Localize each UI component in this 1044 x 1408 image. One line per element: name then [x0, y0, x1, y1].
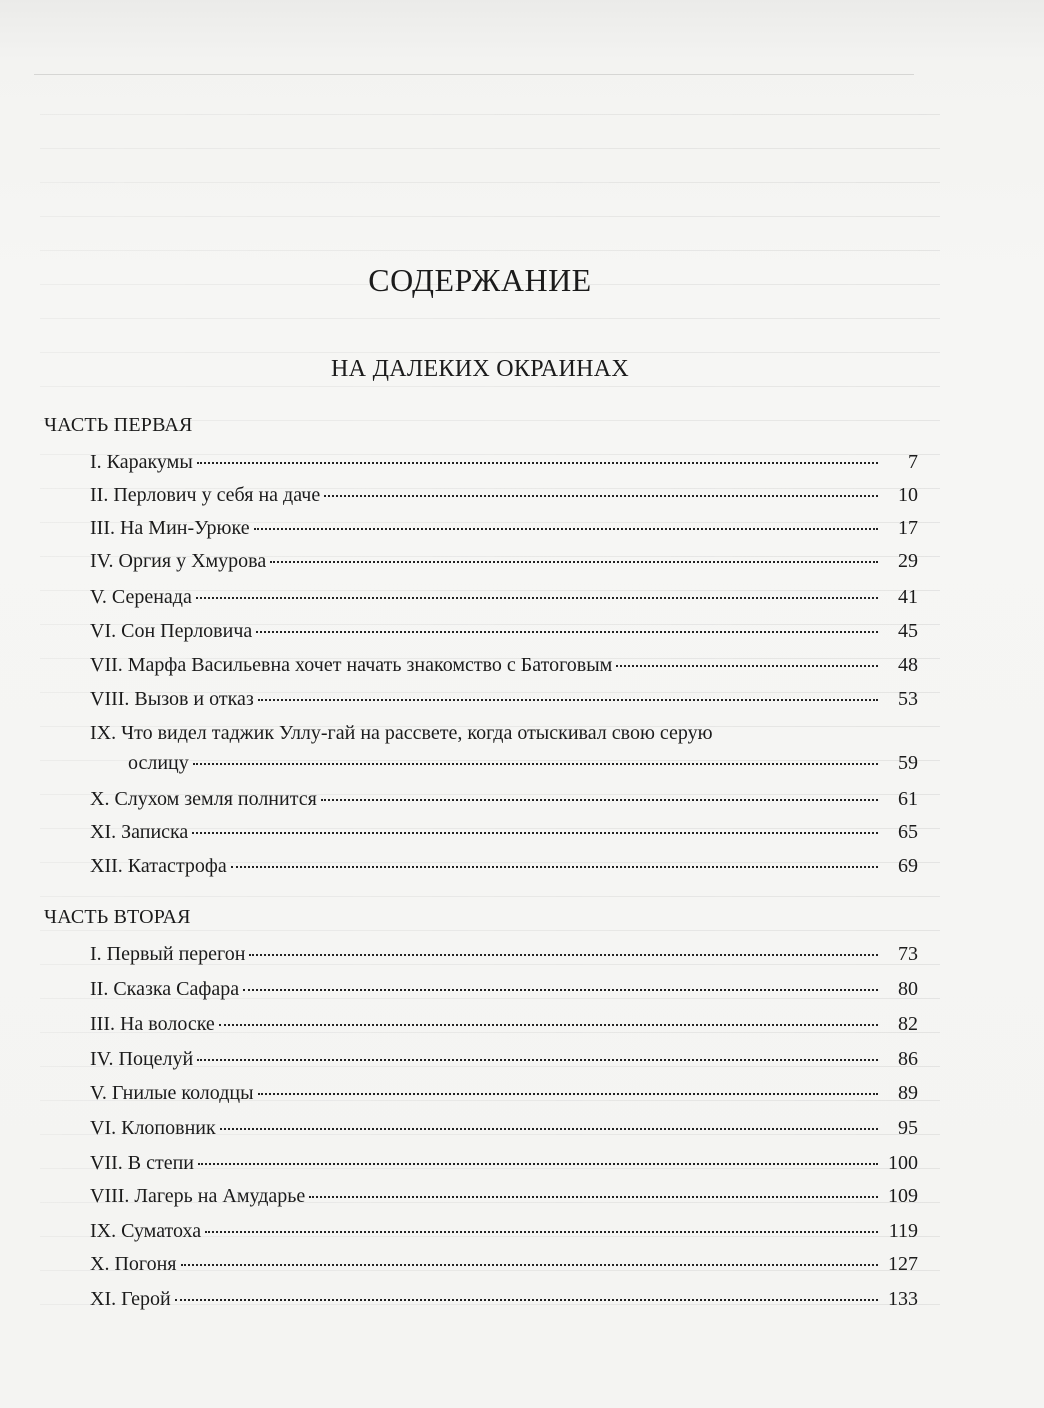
toc-entry-title: X. Погоня — [90, 1253, 177, 1275]
dot-leader — [220, 1128, 878, 1130]
toc-entry — [90, 654, 918, 684]
dot-leader — [270, 561, 878, 563]
toc-entry-title: XII. Катастрофа — [90, 855, 227, 877]
toc-entry — [90, 550, 918, 580]
toc-entry — [90, 1152, 918, 1182]
toc-entry-title: I. Первый перегон — [90, 943, 246, 965]
dot-leader — [193, 763, 878, 765]
toc-entry-page: 119 — [888, 1220, 918, 1242]
toc-entry-title: XI. Герой — [90, 1288, 171, 1310]
toc-entry — [90, 620, 918, 650]
toc-entry-page: 7 — [908, 451, 918, 473]
part-title: ЧАСТЬ ВТОРАЯ — [44, 906, 191, 928]
part-title: ЧАСТЬ ПЕРВАЯ — [44, 414, 193, 436]
dot-leader — [249, 954, 878, 956]
toc-entry — [90, 451, 918, 481]
page-title: СОДЕРЖАНИЕ — [368, 262, 592, 298]
toc-entry — [90, 1013, 918, 1043]
toc-entry — [90, 517, 918, 547]
toc-entry-title: V. Серенада — [90, 586, 192, 608]
dot-leader — [231, 866, 878, 868]
dot-leader — [254, 528, 878, 530]
toc-entry-page: 48 — [898, 654, 918, 676]
section-title: НА ДАЛЕКИХ ОКРАИНАХ — [331, 356, 629, 382]
toc-entry — [90, 1288, 918, 1318]
toc-entry-title: XI. Записка — [90, 821, 189, 843]
dot-leader — [616, 665, 878, 667]
toc-entry — [90, 821, 918, 851]
dot-leader — [175, 1299, 878, 1301]
toc-entry-title: VII. В степи — [90, 1152, 195, 1174]
toc-entry — [90, 788, 918, 818]
toc-entry — [90, 855, 918, 885]
toc-entry — [90, 1048, 918, 1078]
toc-entry-title: VIII. Вызов и отказ — [90, 688, 254, 710]
toc-entry — [90, 484, 918, 514]
dot-leader — [258, 699, 878, 701]
dot-leader — [205, 1231, 878, 1233]
toc-entry-title: VIII. Лагерь на Амударье — [90, 1185, 306, 1207]
toc-entry-page: 100 — [888, 1152, 918, 1174]
toc-entry — [90, 722, 918, 782]
toc-entry — [90, 1185, 918, 1215]
toc-entry — [90, 586, 918, 616]
dot-leader — [321, 799, 878, 801]
toc-entry-page: 53 — [898, 688, 918, 710]
toc-entry-page: 65 — [898, 821, 918, 843]
toc-entry-page: 109 — [888, 1185, 918, 1207]
toc-entry — [90, 1253, 918, 1283]
toc-entry-page: 95 — [898, 1117, 918, 1139]
toc-entry-page: 59 — [898, 752, 918, 774]
toc-entry-page: 45 — [898, 620, 918, 642]
dot-leader — [219, 1024, 878, 1026]
toc-entry — [90, 1220, 918, 1250]
show-through-rule — [34, 74, 914, 75]
toc-entry-title: V. Гнилые колодцы — [90, 1082, 254, 1104]
toc-entry-page: 80 — [898, 978, 918, 1000]
dot-leader — [197, 1059, 878, 1061]
toc-entry-title: III. На Мин-Урюке — [90, 517, 250, 539]
toc-entry-title: IV. Оргия у Хмурова — [90, 550, 267, 572]
dot-leader — [324, 495, 878, 497]
toc-entry-page: 17 — [898, 517, 918, 539]
dot-leader — [243, 989, 878, 991]
toc-entry-page: 73 — [898, 943, 918, 965]
toc-entry-title: II. Перлович у себя на даче — [90, 484, 321, 506]
toc-entry — [90, 688, 918, 718]
toc-entry-title: III. На волоске — [90, 1013, 215, 1035]
dot-leader — [198, 1163, 878, 1165]
dot-leader — [181, 1264, 879, 1266]
toc-entry — [90, 1117, 918, 1147]
dot-leader — [197, 462, 878, 464]
toc-entry — [90, 978, 918, 1008]
toc-entry-page: 41 — [898, 586, 918, 608]
toc-entry-page: 133 — [888, 1288, 918, 1310]
toc-entry — [90, 943, 918, 973]
toc-entry-title-continued: ослицу — [128, 752, 189, 774]
toc-entry-page: 10 — [898, 484, 918, 506]
toc-entry-title: VI. Клоповник — [90, 1117, 216, 1139]
toc-entry-title: VII. Марфа Васильевна хочет начать знакомство с Батоговым — [90, 654, 613, 676]
toc-entry-page: 86 — [898, 1048, 918, 1070]
toc-entry-title: II. Сказка Сафара — [90, 978, 240, 1000]
dot-leader — [309, 1196, 878, 1198]
dot-leader — [196, 597, 878, 599]
dot-leader — [258, 1093, 878, 1095]
toc-entry — [90, 1082, 918, 1112]
toc-entry-page: 69 — [898, 855, 918, 877]
dot-leader — [256, 631, 878, 633]
toc-entry-page: 29 — [898, 550, 918, 572]
toc-entry-title: X. Слухом земля полнится — [90, 788, 317, 810]
toc-entry-title: I. Каракумы — [90, 451, 193, 473]
toc-entry-title: IX. Что видел таджик Уллу-гай на рассвете, когда отыскивал свою серую — [90, 722, 713, 744]
toc-entry-title: IX. Суматоха — [90, 1220, 202, 1242]
toc-entry-page: 89 — [898, 1082, 918, 1104]
toc-entry-title: IV. Поцелуй — [90, 1048, 194, 1070]
toc-entry-page: 82 — [898, 1013, 918, 1035]
toc-entry-title: VI. Сон Перловича — [90, 620, 253, 642]
dot-leader — [192, 832, 878, 834]
toc-entry-page: 61 — [898, 788, 918, 810]
toc-entry-page: 127 — [888, 1253, 918, 1275]
